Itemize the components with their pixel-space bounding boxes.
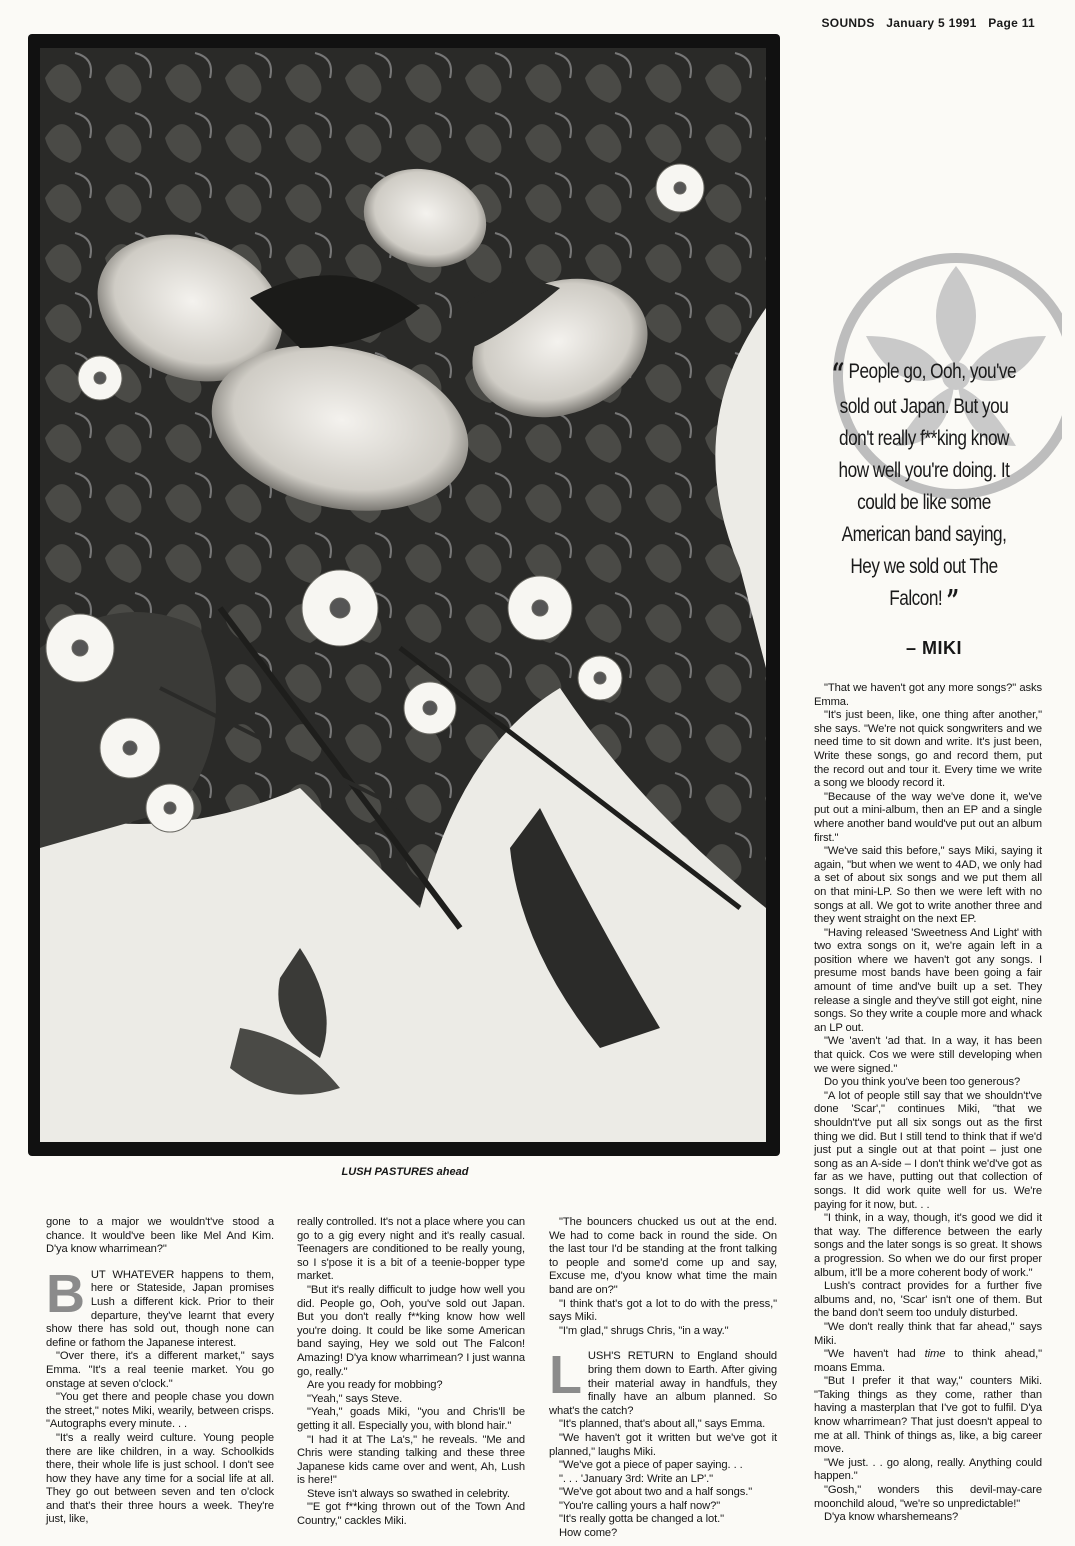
paragraph: "Having released 'Sweetness And Light' with two extra songs on it, we're again left in a position where we haven't got any songs. I presume most bands have been going a fair amount of time and've built up a set. They release a single and they've still got eight, nine songs. So they write a couple more and whack an LP out. — [814, 926, 1042, 1034]
paragraph: "It's just been, like, one thing after another," she says. "We're not quick songwriters and we need time to sit down and write. It's just been, Write these songs, go and record them, put the record out and tour it. Every time we write a song we bloody record it. — [814, 709, 1042, 790]
pull-quote-text — [827, 356, 1021, 618]
drop-cap-l: L — [549, 1345, 582, 1406]
close-quote-mark: ” — [946, 584, 959, 619]
paragraph: gone to a major we wouldn't've stood a chance. It would've been like Mel And Kim. D'ya know wharrimean?" — [46, 1216, 274, 1256]
paragraph: really controlled. It's not a place where you can go to a gig every night and it's really casual. Teenagers are conditioned to be really young, so I s'pose it is a bit of a teenie-bopper type market. — [297, 1216, 525, 1283]
paragraph: Are you ready for mobbing? — [307, 1379, 443, 1392]
emphasis: time — [924, 1348, 946, 1361]
paragraph: Lush's contract provides for a further five albums and, no, 'Scar' isn't one of them. But the band don't seem too unduly disturbed. — [814, 1280, 1042, 1320]
paragraph: "I think that's got a lot to do with the press," says Miki. — [549, 1297, 777, 1324]
page-number: Page 11 — [988, 16, 1035, 30]
paragraph-part: to think ahead," moans Emma. — [814, 1348, 1043, 1374]
pull-quote — [806, 246, 1062, 666]
paragraph: "We've got a piece of paper saying. . . — [559, 1459, 743, 1472]
paragraph: "You get there and people chase you down the street," notes Miki, wearily, between crisps. "Autographs every minute. . . — [46, 1391, 274, 1431]
paragraph-part: "We haven't had — [824, 1348, 925, 1361]
paragraph: "We don't really think that far ahead," says Miki. — [814, 1320, 1042, 1347]
page-header — [814, 16, 1036, 30]
paragraph: "I think, in a way, though, it's good we did it that way. The difference between the early songs and the later songs is so great. It shows a progression. So when we do our first proper album, it'll be a more coherent body of work." — [814, 1212, 1042, 1279]
paragraph: Do you think you've been too generous? — [824, 1076, 1021, 1089]
band-photo-illustration — [40, 48, 766, 1142]
paragraph-body: UT WHATEVER happens to them, here or Stateside, Japan promises Lush a different kick. Prior to their departure, they've learnt that every show there has sold out, though none can define or fathom the Japanese interest. — [46, 1268, 274, 1349]
paragraph: "Over there, it's a different market," says Emma. "It's a real teenie market. You go onstage at seven o'clock." — [46, 1350, 274, 1390]
paragraph: "We've got about two and a half songs." — [559, 1486, 753, 1499]
drop-cap-b: B — [46, 1263, 85, 1324]
paragraph: ". . . 'January 3rd: Write an LP'." — [559, 1472, 714, 1485]
paragraph — [814, 1348, 1042, 1375]
paragraph: "We haven't got it written but we've got it planned," laughs Miki. — [549, 1431, 777, 1458]
article-column-1 — [46, 1216, 274, 1527]
paragraph: Steve isn't always so swathed in celebrity. — [307, 1487, 510, 1500]
paragraph: D'ya know wharshemeans? — [824, 1511, 959, 1524]
paragraph: "Yeah," says Steve. — [307, 1392, 403, 1405]
issue-date: January 5 1991 — [886, 16, 977, 30]
publication-name: SOUNDS — [821, 16, 875, 30]
paragraph: "It's planned, that's about all," says Emma. — [559, 1418, 766, 1431]
paragraph: "We've said this before," says Miki, saying it again, "but when we went to 4AD, we only had a set of about six songs and we put them all on that mini-LP. So then we were left with no songs at all. We got to write another three and they went straight on the next EP. — [814, 845, 1042, 926]
paragraph: "The bouncers chucked us out at the end. We had to come back in round the side. On the last tour I'd be standing at the front talking to people and some'd come up and say, Excuse me, d'you know what time the main band are on?" — [549, 1216, 777, 1296]
paragraph: "That we haven't got any more songs?" asks Emma. — [814, 682, 1042, 708]
paragraph: "But I prefer it that way," counters Miki. "Taking things as they come, rather than having a masterplan that I've got to fulfil. D'ya know wharrimean? That just doesn't appeal to me at all. Think of things as, like, a big career move. — [814, 1375, 1042, 1456]
paragraph: "It's a really weird culture. Young people there are like children, in a way. Schoolkids there, their whole life is just school. I don't see how they have any time for a social life at all. They go out between seven and ten o'clock and that's their three hours a week. They're just, like, — [46, 1431, 274, 1526]
paragraph: "Gosh," wonders this devil-may-care moonchild aloud, "we're so unpredictable!" — [814, 1484, 1042, 1510]
paragraph-body: USH'S RETURN to England should bring them down to Earth. After giving their material away in handfuls, they finally have an album planned. So what's the catch? — [549, 1350, 777, 1417]
paragraph: "Because of the way we've done it, we've put out a mini-album, then an EP and a single where another band would've put out an album first." — [814, 790, 1042, 844]
photo-caption: LUSH PASTURES ahead — [341, 1166, 469, 1178]
paragraph: How come? — [559, 1527, 618, 1540]
article-column-4 — [814, 682, 1042, 1525]
paragraph: "We just. . . go along, really. Anything could happen." — [814, 1456, 1042, 1483]
article-column-2 — [297, 1216, 525, 1529]
paragraph: "Yeah," goads Miki, "you and Chris'll be getting it all. Especially you, with blond hair." — [297, 1406, 525, 1432]
band-photo — [40, 48, 766, 1142]
paragraph: "'E got f**king thrown out of the Town And Country," cackles Miki. — [297, 1501, 525, 1528]
paragraph-dropcap — [46, 1263, 274, 1351]
paragraph: "I had it at The La's," he reveals. "Me and Chris were standing talking and these three Japanese kids came over and went, Ah, Lush is here!" — [297, 1433, 525, 1487]
pull-quote-body: People go, Ooh, you've sold out Japan. But you don't really f**king know how well you're doing. It could be like some American band saying, Hey we sold out The Falcon! — [838, 360, 1017, 610]
paragraph: "We 'aven't 'ad that. In a way, it has been that quick. Cos we were still developing when we were signed." — [814, 1035, 1042, 1075]
paragraph-dropcap — [549, 1345, 777, 1418]
pull-quote-attribution: – MIKI — [905, 638, 962, 658]
open-quote-mark: “ — [831, 357, 845, 392]
article-column-3 — [549, 1216, 777, 1541]
paragraph: "A lot of people still say that we shouldn't've done 'Scar'," continues Miki, "that we shouldn't've put all six songs out as the first thing we did. But I still tend to think that if we'd just put a single out at that point – just one song as an A-side – I don't think we'd've got as far as we have, putting out that collection of songs. It did work quite well for us. We're paying for it now, but. . . — [814, 1089, 1042, 1211]
paragraph: "I'm glad," shrugs Chris, "in a way." — [559, 1324, 729, 1337]
paragraph: "It's really gotta be changed a lot." — [559, 1513, 724, 1526]
paragraph: "But it's really difficult to judge how well you did. People go, Ooh, you've sold out Japan. But you don't really f**king know how well you're doing. It could be like some American band saying, Hey we sold out The Falcon! Amazing! D'ya know wharrimean? I just wanna go, really." — [297, 1283, 525, 1378]
paragraph: "You're calling yours a half now?" — [559, 1499, 721, 1512]
